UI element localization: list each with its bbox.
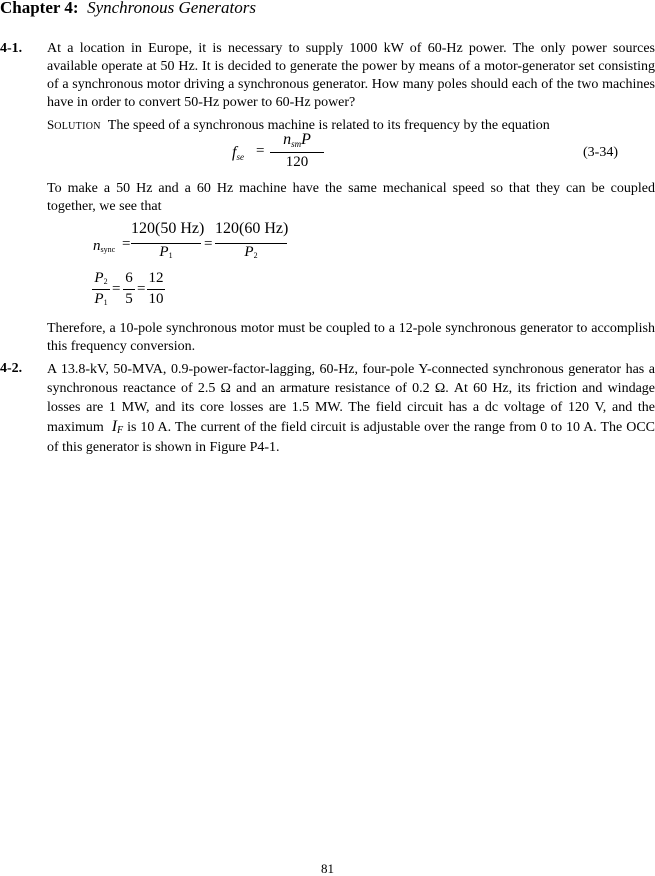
ratio-numerator-6: 6 xyxy=(125,270,133,286)
nsync-equals-2: = xyxy=(204,236,213,252)
nsync-lhs: nsync xyxy=(93,238,116,254)
ratio-numerator-12: 12 xyxy=(148,270,164,286)
ratio-fraction-bar-1 xyxy=(92,289,110,290)
equation-3-34-numerator: nsmP xyxy=(283,131,311,149)
chapter-heading xyxy=(0,0,256,18)
equation-3-34-denominator: 120 xyxy=(285,154,309,170)
ratio-denominator-5: 5 xyxy=(125,291,133,307)
page-number: 81 xyxy=(321,861,334,876)
nsync-denominator-p1: P1 xyxy=(159,244,173,260)
equation-3-34-fraction-bar xyxy=(270,152,324,153)
problem-number-4-1: 4-1. xyxy=(0,41,23,56)
equation-3-34-lhs: fse xyxy=(232,144,244,162)
nsync-denominator-p2: P2 xyxy=(244,244,258,260)
ratio-denominator-10: 10 xyxy=(148,291,164,307)
ratio-equals-1: = xyxy=(112,281,121,297)
nsync-equals-1: = xyxy=(122,236,131,252)
problem-4-2-text-part2: is 10 A. The current of the field circuit is adjustable over the range from 0 to 10 A. The OCC of this generator is shown in Figure P4-1. xyxy=(47,420,655,455)
nsync-numerator-50hz: 120(50 Hz) xyxy=(131,220,205,237)
solution-intro-text: The speed of a synchronous machine is related to its frequency by the equation xyxy=(107,118,550,133)
ratio-fraction-bar-3 xyxy=(147,289,165,290)
chapter-colon: : xyxy=(72,0,79,17)
ratio-equals-2: = xyxy=(137,281,146,297)
chapter-title: Synchronous Generators xyxy=(87,0,256,17)
problem-statement-4-2 xyxy=(47,360,655,457)
speed-matching-paragraph: To make a 50 Hz and a 60 Hz machine have the same mechanical speed so that they can be coupled together, we see that xyxy=(47,181,655,214)
ratio-numerator-p2: P2 xyxy=(94,270,108,286)
equation-3-34-equals: = xyxy=(256,143,265,159)
problem-4-2-text-part1: A 13.8-kV, 50-MVA, 0.9-power-factor-lagging, 60-Hz, four-pole Y-connected synchronous generator has a synchronous reactance of 2.5 Ω and an armature resistance of 0.2 Ω. At 60 Hz, its friction and windage losses are 1 MW, and its core losses are 1.5 MW. The field circuit has a dc voltage of 120 V, and the maximum xyxy=(47,362,655,435)
field-current-symbol: IF xyxy=(111,418,124,436)
chapter-number: Chapter 4 xyxy=(0,0,73,17)
equation-3-34-label: (3-34) xyxy=(583,145,618,160)
conclusion-paragraph: Therefore, a 10-pole synchronous motor must be coupled to a 12-pole synchronous generator to accomplish this frequency conversion. xyxy=(47,321,655,354)
problem-statement-4-1: At a location in Europe, it is necessary to supply 1000 kW of 60-Hz power. The only power sources available operate at 50 Hz. It is decided to generate the power by means of a motor-generator set consisting of a synchronous motor driving a synchronous generator. How many poles should each of the two machines have in order to convert 50-Hz power to 60-Hz power? xyxy=(47,41,655,110)
ratio-fraction-bar-2 xyxy=(123,289,135,290)
solution-label: SOLUTION xyxy=(47,117,101,132)
problem-number-4-2: 4-2. xyxy=(0,361,23,376)
nsync-numerator-60hz: 120(60 Hz) xyxy=(215,220,289,237)
ratio-denominator-p1: P1 xyxy=(94,291,108,307)
